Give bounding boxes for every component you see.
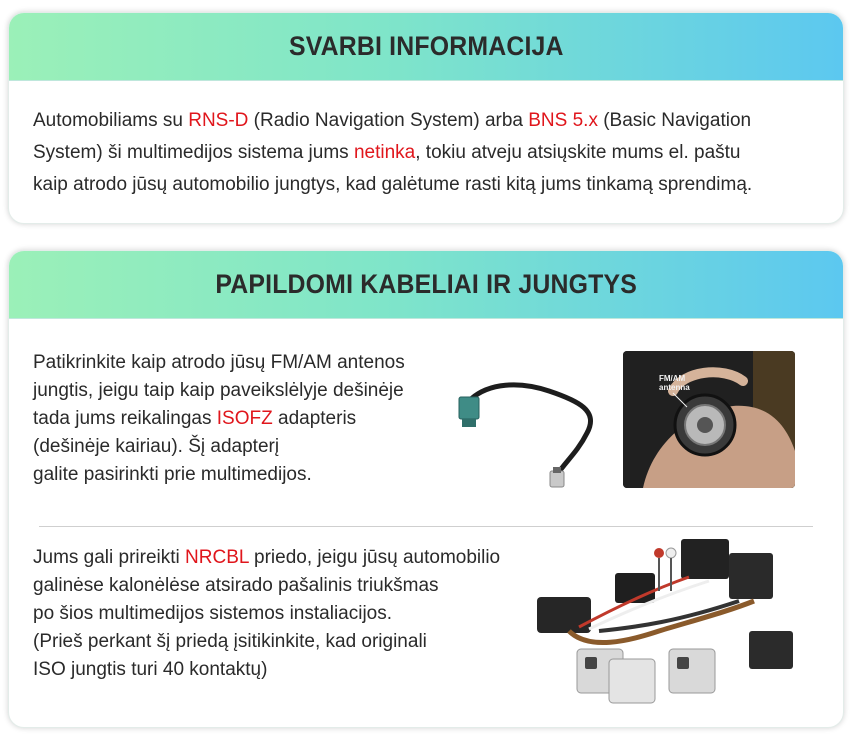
text-run: kaip atrodo jūsų automobilio jungtys, kad galėtume rasti kitą jums tinkamą sprendimą.: [33, 174, 753, 195]
text-run: (Basic Navigation: [597, 110, 752, 131]
text-run: po šios multimedijos sistemos instaliacijos.: [33, 603, 393, 624]
important-info-title: SVARBI INFORMACIJA: [288, 31, 564, 61]
antenna-line: [33, 349, 473, 377]
text-run: Patikrinkite kaip atrodo jūsų FM/AM antenos: [33, 352, 405, 373]
section-divider: [39, 526, 813, 527]
text-run: System) ši multimedijos sistema jums: [33, 142, 354, 163]
highlight-rns-d: RNS-D: [188, 110, 249, 131]
antenna-line: [33, 405, 473, 433]
nrcbl-line: [33, 656, 553, 684]
highlight-nrcbl: NRCBL: [185, 547, 249, 568]
highlight-bns: BNS 5.x: [528, 110, 598, 131]
text-run: Jums gali prireikti: [33, 547, 186, 568]
text-run: ISO jungtis turi 40 kontaktų): [33, 659, 268, 680]
text-run: (dešinėje kairiau). Šį adapterį: [33, 436, 280, 457]
important-info-card: [8, 12, 844, 224]
nrcbl-harness-image: [509, 531, 819, 716]
important-line: [33, 137, 833, 169]
nrcbl-line: [33, 544, 553, 572]
important-info-text: [33, 105, 833, 201]
nrcbl-line: [33, 572, 553, 600]
cables-title: PAPILDOMI KABELIAI IR JUNGTYS: [215, 269, 637, 299]
fm-am-antenna-photo: [623, 351, 795, 488]
antenna-line: [33, 377, 473, 405]
nrcbl-section-text: [33, 544, 553, 684]
text-run: (Prieš perkant šį priedą įsitikinkite, kad originali: [33, 631, 427, 652]
antenna-line: [33, 433, 473, 461]
text-run: (Radio Navigation System) arba: [248, 110, 529, 131]
cables-card: [8, 250, 844, 728]
isofz-adapter-image: [449, 363, 609, 493]
text-run: tada jums reikalingas: [33, 408, 217, 429]
nrcbl-line: [33, 628, 553, 656]
antenna-section-text: [33, 349, 473, 489]
highlight-isofz: ISOFZ: [216, 408, 273, 429]
antenna-photo-graphic: [623, 351, 795, 488]
text-run: galite pasirinkti prie multimedijos.: [33, 464, 312, 485]
text-run: jungtis, jeigu taip kaip paveikslėlyje dešinėje: [33, 380, 404, 401]
nrcbl-line: [33, 600, 553, 628]
text-run: Automobiliams su: [33, 110, 189, 131]
important-info-header: [9, 13, 843, 81]
text-run: adapteris: [272, 408, 357, 429]
text-run: galinėse kalonėlėse atsirado pašalinis triukšmas: [33, 575, 439, 596]
highlight-netinka: netinka: [353, 142, 416, 163]
photo-label-line2: antenna: [659, 383, 690, 392]
text-run: priedo, jeigu jūsų automobilio: [248, 547, 501, 568]
antenna-line: [33, 461, 473, 489]
photo-label-line1: FM/AM: [659, 374, 686, 383]
important-line: [33, 105, 833, 137]
text-run: , tokiu atveju atsiųskite mums el. paštu: [415, 142, 741, 163]
important-line: [33, 169, 833, 201]
cables-header: [9, 251, 843, 319]
